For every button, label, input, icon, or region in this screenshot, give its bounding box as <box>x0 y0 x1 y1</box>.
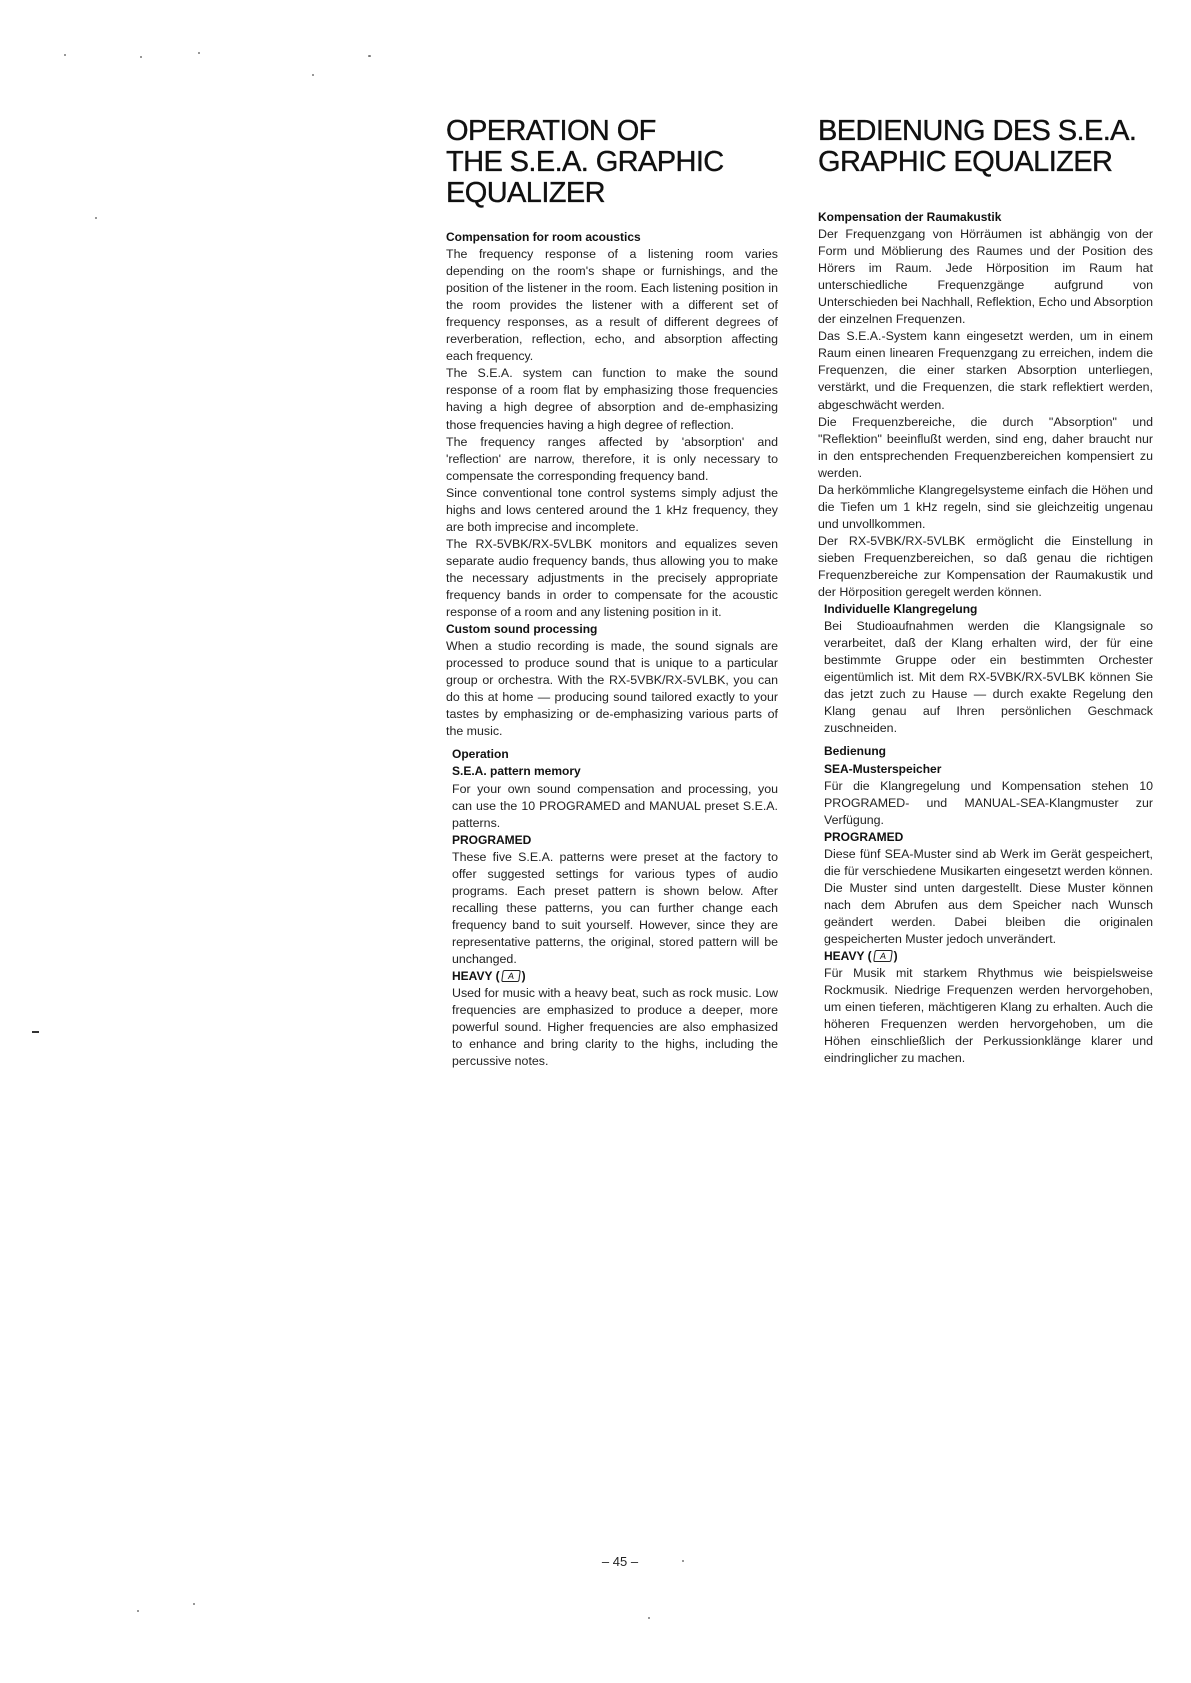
english-paragraph: Since conventional tone control systems simply adjust the highs and lows centered around the 1 kHz frequency, they are both imprecise and incomplete. <box>446 485 778 534</box>
german-paragraph: Für Musik mit starkem Rhythmus wie beispielsweise Rockmusik. Niedrige Frequenzen werden hervorgehoben, um einen tieferen, mächtigeren Klang zu erhalten. Auch die höheren Frequenzen werden hervorgehoben, um die Höhen einschließlich der Perkussionklänge klarer und eindringlicher zu machen. <box>824 966 1153 1066</box>
english-memory-heading: S.E.A. pattern memory <box>452 764 581 779</box>
scan-speck <box>682 1560 684 1562</box>
english-title <box>446 116 778 209</box>
scan-speck <box>648 1617 650 1619</box>
german-operation-heading: Bedienung <box>824 744 886 759</box>
english-heavy-heading <box>446 968 778 985</box>
german-title-line: BEDIENUNG DES S.E.A. <box>818 115 1137 147</box>
german-title <box>818 116 1153 178</box>
german-body <box>818 209 1153 1067</box>
german-memory-heading: SEA-Musterspeicher <box>824 761 942 776</box>
german-title-line: GRAPHIC EQUALIZER <box>818 146 1113 178</box>
english-paragraph: The frequency response of a listening room varies depending on the room's shape or furnishings, and the position of the listener in the room. Each listening position in the room provides the listener with a different set of frequency responses, as a result of different degrees of reverberation, reflection, echo, and absorption affecting each frequency. <box>446 247 778 364</box>
heavy-close: ) <box>893 949 898 964</box>
german-paragraph: Das S.E.A.-System kann eingesetzt werden, um in einem Raum einen linearen Frequenzgang zu erreichen, indem die Frequenzen, die einer starken Absorption unterliegen, verstärkt, und die Frequenzen, die stark reflektiert werden, abgeschwächt werden. <box>818 329 1153 412</box>
german-paragraph: Der RX-5VBK/RX-5VLBK ermöglicht die Einstellung in sieben Frequenzbereichen, so daß genau die richtigen Frequenzbereiche zur Kompensation der Raumakustik und der Hörposition geregelt werden können. <box>818 533 1153 600</box>
english-paragraph: The S.E.A. system can function to make the sound response of a room flat by emphasizing those frequencies having a high degree of absorption and de-emphasizing those frequencies having a high degree of reflection. <box>446 366 778 432</box>
scan-speck <box>95 217 97 219</box>
german-heavy-heading <box>818 948 1153 965</box>
heavy-label: HEAVY ( <box>824 949 872 964</box>
english-paragraph: The frequency ranges affected by 'absorption' and 'reflection' are narrow, therefore, it is only necessary to compensate the corresponding frequency band. <box>446 434 778 483</box>
english-programed-heading: PROGRAMED <box>452 832 532 847</box>
page-number: – 45 – <box>601 1554 639 1569</box>
english-title-line: EQUALIZER <box>446 177 605 209</box>
scan-speck <box>368 55 371 57</box>
english-custom-heading: Custom sound processing <box>446 622 598 637</box>
scan-mark <box>32 1031 39 1033</box>
english-paragraph: These five S.E.A. patterns were preset at the factory to offer suggested settings for various types of audio programs. Each preset pattern is shown below. After recalling these patterns, you can further change each frequency band to suit yourself. However, since they are representative patterns, the original, stored pattern will be unchanged. <box>452 849 778 966</box>
scan-speck <box>140 56 142 58</box>
scan-speck <box>312 74 314 76</box>
heavy-label: HEAVY ( <box>452 969 500 984</box>
german-paragraph: Für die Klangregelung und Kompensation stehen 10 PROGRAMED- und MANUAL-SEA-Klangmuster zur Verfügung. <box>824 778 1153 827</box>
german-paragraph: Da herkömmliche Klangregelsysteme einfach die Höhen und die Tiefen um 1 kHz regeln, sind sie gleichzeitig ungenau und unvollkommen. <box>818 482 1153 531</box>
english-body <box>446 229 778 1070</box>
scan-speck <box>198 52 200 54</box>
english-column <box>446 116 778 1070</box>
key-a-icon: A <box>501 970 521 982</box>
english-operation-heading: Operation <box>452 747 509 762</box>
german-programed-heading: PROGRAMED <box>824 829 904 844</box>
english-room-heading: Compensation for room acoustics <box>446 230 641 244</box>
english-title-line: OPERATION OF <box>446 115 656 147</box>
english-paragraph: The RX-5VBK/RX-5VLBK monitors and equalizes seven separate audio frequency bands, thus allowing you to make the necessary adjustments in the precisely appropriate frequency bands in order to compensate for the acoustic response of a room and any listening position in it. <box>446 536 778 620</box>
heavy-close: ) <box>521 969 526 984</box>
german-room-heading: Kompensation der Raumakustik <box>818 210 1002 224</box>
scan-speck <box>64 54 66 56</box>
english-paragraph: Used for music with a heavy beat, such as rock music. Low frequencies are emphasized to produce a deeper, more powerful sound. Higher frequencies are also emphasized to enhance and bring clarity to the highs, including the percussive notes. <box>452 986 778 1069</box>
german-column <box>818 116 1153 1067</box>
german-custom-heading: Individuelle Klangregelung <box>824 602 978 617</box>
english-paragraph: For your own sound compensation and processing, you can use the 10 PROGRAMED and MANUAL preset S.E.A. patterns. <box>452 781 778 830</box>
english-title-line: THE S.E.A. GRAPHIC <box>446 146 724 178</box>
scan-speck <box>193 1603 195 1605</box>
key-a-icon: A <box>873 950 893 962</box>
german-paragraph: Die Frequenzbereiche, die durch "Absorption" und "Reflektion" beeinflußt werden, sind eng, daher braucht nur in den entsprechenden Frequenzbereichen kompensiert zu werden. <box>818 414 1153 480</box>
german-paragraph: Bei Studioaufnahmen werden die Klangsignale so verarbeitet, daß der Klang erhalten wird, der für eine bestimmte Gruppe oder ein bestimmten Orchester eigentümlich ist. Mit dem RX-5VBK/RX-5VLBK können Sie das jetzt zuch zu Hause — durch exakte Regelung den Klang genau auf Ihren persönlichen Geschmack zuschneiden. <box>824 619 1153 736</box>
german-paragraph: Der Frequenzgang von Hörräumen ist abhängig von der Form und Möblierung des Raumes und der Position des Hörers im Raum. Jede Hörposition im Raum hat unterschiedliche Frequenzgänge aufgrund von Unterschieden bei Nachhall, Reflektion, Echo und Absorption der einzelnen Frequenzen. <box>818 227 1153 327</box>
scan-speck <box>137 1610 139 1612</box>
english-paragraph: When a studio recording is made, the sound signals are processed to produce sound that is unique to a particular group or orchestra. With the RX-5VBK/RX-5VLBK, you can do this at home — producing sound tailored exactly to your tastes by emphasizing or de-emphasizing various parts of the music. <box>446 639 778 739</box>
german-paragraph: Diese fünf SEA-Muster sind ab Werk im Gerät gespeichert, die für verschiedene Musikarten eingesetzt werden können. Die Muster sind unten dargestellt. Diese Muster können nach dem Abrufen aus dem Speicher nach Wunsch geändert werden. Dabei bleiben die originalen gespeicherten Muster jedoch unverändert. <box>824 846 1153 946</box>
